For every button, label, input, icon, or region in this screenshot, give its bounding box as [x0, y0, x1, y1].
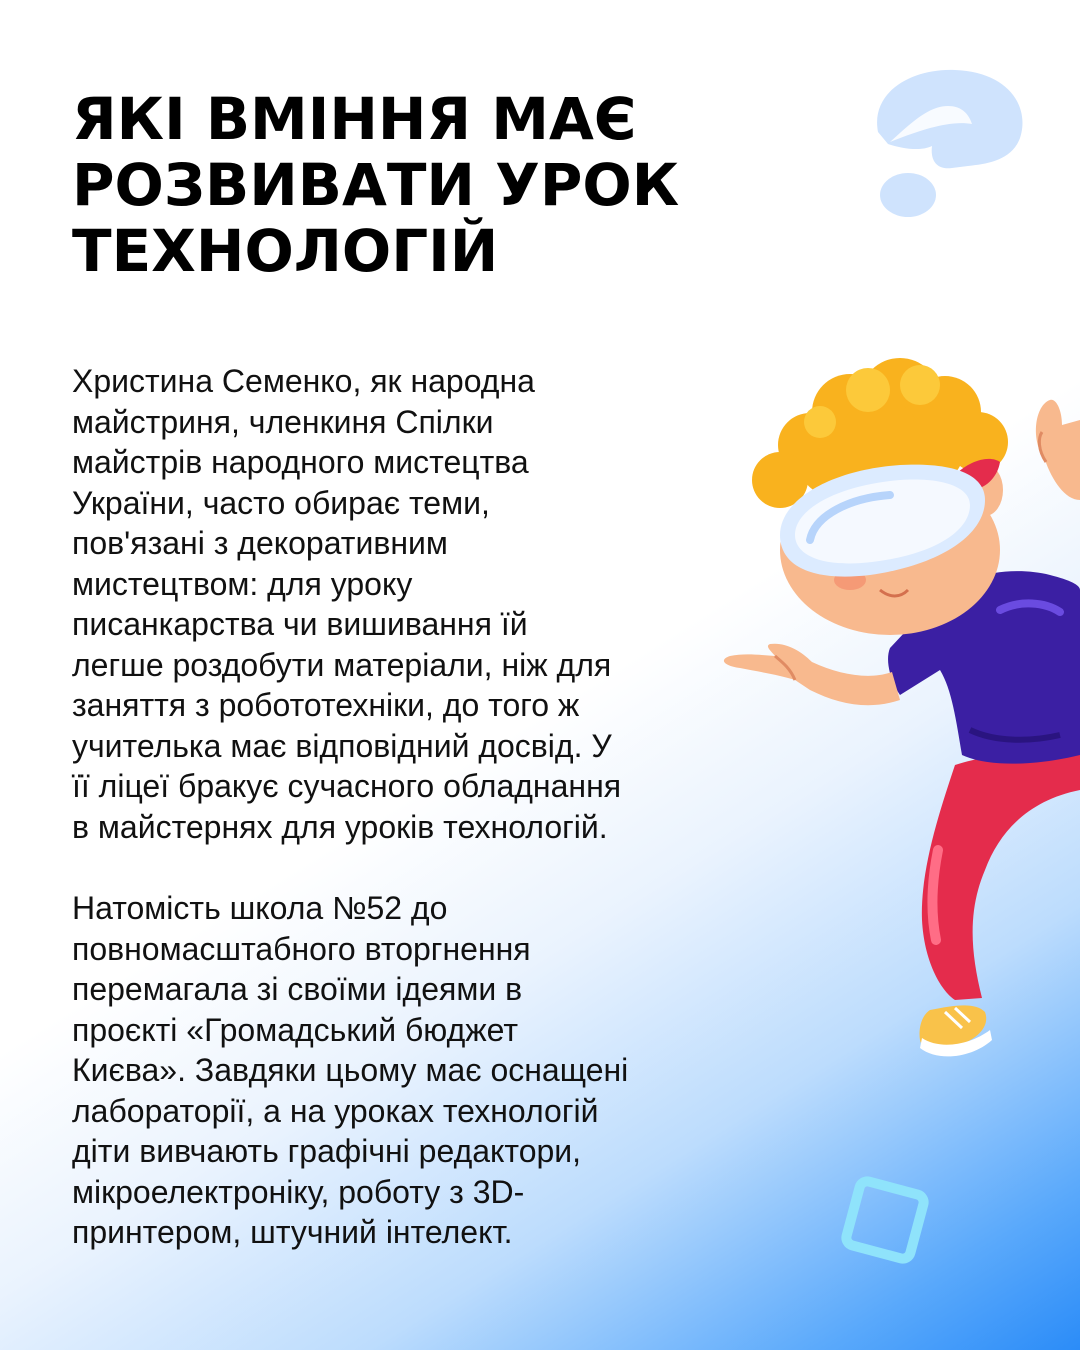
question-mark-icon [860, 60, 1030, 225]
text-line: Натомість школа №52 до [72, 890, 448, 926]
text-line: мікроелектроніку, роботу з 3D- [72, 1173, 525, 1210]
text-line: легше роздобути матеріали, ніж для [72, 646, 612, 683]
paragraph-gap [72, 847, 752, 888]
paragraph-school-52 [72, 888, 752, 1253]
text-line: принтером, штучний інтелект. [72, 1214, 513, 1250]
title-line-2: РОЗВИВАТИ УРОК [72, 151, 680, 219]
text-line: діти вивчають графічні редактори, [72, 1133, 582, 1169]
text-line: писанкарства чи вишивання їй [72, 606, 528, 642]
text-line: Христина Семенко, як народна [72, 363, 535, 399]
text-line: Києва». Завдяки цьому має оснащені [72, 1052, 629, 1088]
vr-kid-illustration [700, 350, 1080, 1070]
text-line: пов'язані з декоративним [72, 525, 448, 561]
text-line: проєкті «Громадський бюджет [72, 1011, 519, 1048]
text-line: майстрів народного мистецтва [72, 444, 529, 480]
paragraph-semenko [72, 361, 752, 847]
shoe [919, 1005, 992, 1056]
page-title [72, 86, 812, 284]
title-line-3: ТЕХНОЛОГІЙ [72, 217, 499, 285]
text-line: в майстернях для уроків технологій. [72, 808, 608, 845]
title-line-1: ЯКІ ВМІННЯ МАЄ [72, 85, 637, 153]
text-line: перемагала зі своїми ідеями в [72, 971, 523, 1007]
text-line: мистецтвом: для уроку [72, 565, 413, 602]
diamond-outline-icon [830, 1165, 940, 1275]
text-line: повномасштабного вторгнення [72, 930, 531, 967]
text-line: учителька має відповідний досвід. У [72, 727, 612, 764]
text-line: лабораторії, а на уроках технологій [72, 1092, 599, 1129]
article-body [72, 361, 752, 1253]
pointing-arm [724, 644, 900, 706]
text-line: України, часто обирає теми, [72, 484, 490, 521]
pants [922, 750, 1080, 1000]
text-line: її ліцеї бракує сучасного обладнання [72, 768, 622, 804]
raised-hand [1036, 400, 1080, 500]
text-line: заняття з робототехніки, до того ж [72, 687, 580, 723]
text-line: майстриня, членкиня Спілки [72, 403, 494, 440]
